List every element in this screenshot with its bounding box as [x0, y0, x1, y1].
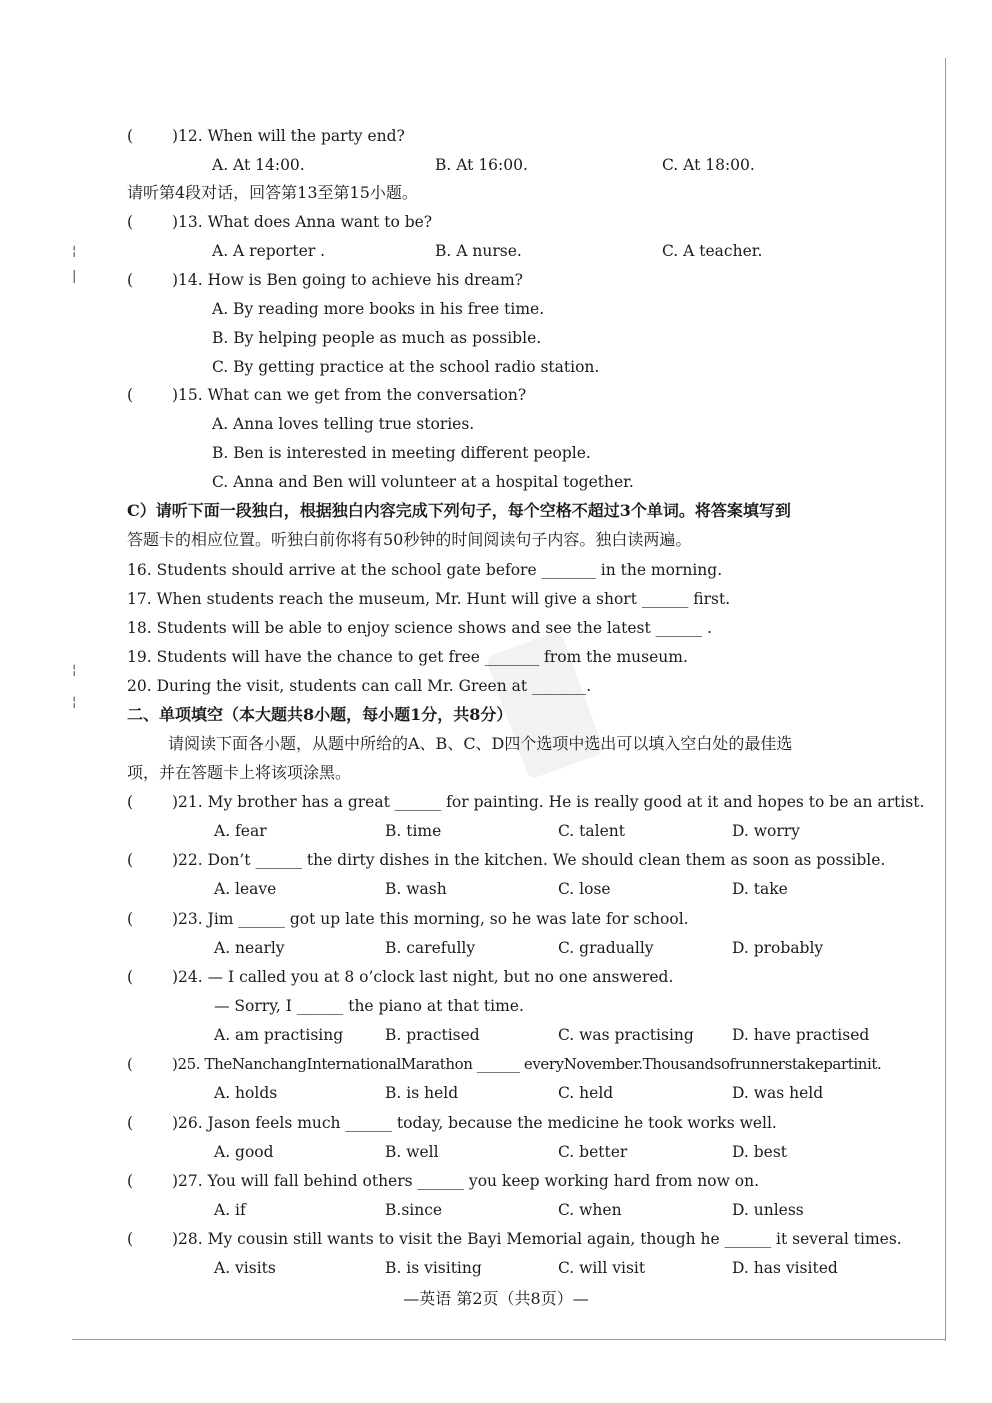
answer-bracket[interactable]: ( [127, 851, 134, 869]
option-b: B. At 16:00. [435, 156, 528, 174]
question-12-options [0, 151, 992, 179]
question-stem: )25. TheNanchangInternationalMarathon ______ everyNovember.Thousandsofrunnerstakepartinit. [172, 1055, 882, 1073]
option-a: A. am practising [214, 1026, 344, 1044]
instruction-text: 请阅读下面各小题，从题中所给的A、B、C、D四个选项中选出可以填入空白处的最佳选 [168, 734, 793, 753]
option-c: C. better [558, 1143, 628, 1161]
option-b: B. practised [385, 1026, 480, 1044]
option-d: D. has visited [732, 1259, 838, 1277]
option-c-line [0, 468, 992, 496]
option-a: A. At 14:00. [212, 156, 305, 174]
fill-sentence: 20. During the visit, students can call Mr. Green at _______. [127, 677, 592, 695]
fill-item-19 [0, 643, 992, 671]
question-27 [0, 1167, 992, 1195]
question-stem: )28. My cousin still wants to visit the Bayi Memorial again, though he ______ it several times. [172, 1230, 902, 1248]
option-d: D. unless [732, 1201, 804, 1219]
option-a: A. if [214, 1201, 246, 1219]
question-22-options [0, 875, 992, 903]
option-a: A. visits [214, 1259, 276, 1277]
option-a: A. A reporter . [212, 242, 326, 260]
fill-item-20 [0, 672, 992, 700]
question-stem: )23. Jim ______ got up late this morning, so he was late for school. [172, 910, 689, 928]
option-d: D. worry [732, 822, 800, 840]
fill-sentence: 17. When students reach the museum, Mr. Hunt will give a short ______ first. [127, 590, 731, 608]
question-15 [0, 381, 992, 409]
answer-bracket[interactable]: ( [127, 968, 134, 986]
option-c: C. held [558, 1084, 614, 1102]
section-2-instruction-1 [0, 730, 992, 758]
option-c: C. Anna and Ben will volunteer at a hospital together. [212, 473, 634, 491]
question-stem: )27. You will fall behind others ______ you keep working hard from now on. [172, 1172, 760, 1190]
section-2-heading [0, 701, 992, 729]
question-28-options [0, 1254, 992, 1282]
option-b: B. well [385, 1143, 439, 1161]
option-b: B.since [385, 1201, 443, 1219]
option-c: C. lose [558, 880, 611, 898]
option-d: D. take [732, 880, 788, 898]
section-c-instruction-1 [0, 497, 992, 525]
option-a: A. leave [214, 880, 277, 898]
section-2-instruction-2 [0, 759, 992, 787]
question-13-options [0, 237, 992, 265]
option-d: D. probably [732, 939, 824, 957]
option-b: B. By helping people as much as possible. [212, 329, 542, 347]
fill-item-16 [0, 556, 992, 584]
question-stem: )15. What can we get from the conversation? [172, 386, 527, 404]
option-b-line [0, 439, 992, 467]
answer-bracket[interactable]: ( [127, 271, 134, 289]
instruction-text: 请听第4段对话，回答第13至第15小题。 [127, 183, 418, 202]
margin-mark: ¦ [72, 695, 77, 710]
question-stem: )13. What does Anna want to be? [172, 213, 433, 231]
answer-bracket[interactable]: ( [127, 386, 134, 404]
option-c: C. gradually [558, 939, 654, 957]
margin-mark: ¦ [72, 244, 77, 259]
answer-bracket[interactable]: ( [127, 213, 134, 231]
question-stem-reply: — Sorry, I ______ the piano at that time. [214, 997, 524, 1015]
option-b: B. is held [385, 1084, 459, 1102]
option-b-line [0, 324, 992, 352]
option-a: A. good [214, 1143, 274, 1161]
option-b: B. A nurse. [435, 242, 522, 260]
fill-item-17 [0, 585, 992, 613]
answer-bracket[interactable]: ( [127, 1230, 134, 1248]
option-c: C. when [558, 1201, 622, 1219]
answer-bracket[interactable]: ( [127, 1114, 134, 1132]
option-b: B. is visiting [385, 1259, 482, 1277]
option-b: B. wash [385, 880, 447, 898]
option-a-line [0, 295, 992, 323]
question-26-options [0, 1138, 992, 1166]
question-stem: )14. How is Ben going to achieve his dream? [172, 271, 523, 289]
page-border-bottom [72, 1339, 946, 1340]
option-d: D. best [732, 1143, 788, 1161]
page-footer: —英语 第2页（共8页）— [403, 1289, 589, 1308]
option-c: C. By getting practice at the school radio station. [212, 358, 600, 376]
section-c-instruction-2 [0, 526, 992, 554]
answer-bracket[interactable]: ( [127, 910, 134, 928]
option-a: A. fear [214, 822, 267, 840]
option-c: C. talent [558, 822, 625, 840]
option-a: A. nearly [214, 939, 285, 957]
question-24-reply [0, 992, 992, 1020]
question-22 [0, 846, 992, 874]
answer-bracket[interactable]: ( [127, 793, 134, 811]
option-c: C. will visit [558, 1259, 646, 1277]
question-12 [0, 122, 992, 150]
question-28 [0, 1225, 992, 1253]
option-b: B. carefully [385, 939, 476, 957]
margin-mark: | [72, 269, 77, 284]
question-21-options [0, 817, 992, 845]
fill-sentence: 18. Students will be able to enjoy science shows and see the latest ______ . [127, 619, 712, 637]
question-stem: )21. My brother has a great ______ for painting. He is really good at it and hopes to be an artist. [172, 793, 925, 811]
margin-mark: ¦ [72, 663, 77, 678]
question-stem: )12. When will the party end? [172, 127, 405, 145]
question-21 [0, 788, 992, 816]
question-13 [0, 208, 992, 236]
question-stem: )22. Don’t ______ the dirty dishes in the kitchen. We should clean them as soon as possible. [172, 851, 886, 869]
option-c: C. At 18:00. [662, 156, 755, 174]
question-27-options [0, 1196, 992, 1224]
option-a: A. holds [214, 1084, 278, 1102]
question-26 [0, 1109, 992, 1137]
answer-bracket[interactable]: ( [127, 127, 134, 145]
question-24-options [0, 1021, 992, 1049]
instruction-text: 答题卡的相应位置。听独白前你将有50秒钟的时间阅读句子内容。独白读两遍。 [127, 530, 692, 549]
option-c: C. was practising [558, 1026, 694, 1044]
question-stem: )26. Jason feels much ______ today, because the medicine he took works well. [172, 1114, 777, 1132]
option-d: D. was held [732, 1084, 824, 1102]
section-heading: 二、单项填空（本大题共8小题，每小题1分，共8分） [127, 705, 513, 724]
fill-sentence: 19. Students will have the chance to get free _______ from the museum. [127, 648, 688, 666]
question-24 [0, 963, 992, 991]
question-23-options [0, 934, 992, 962]
instruction-text: C）请听下面一段独白，根据独白内容完成下列句子，每个空格不超过3个单词。将答案填写到 [127, 501, 791, 520]
question-stem: )24. — I called you at 8 o’clock last night, but no one answered. [172, 968, 674, 986]
instruction-text: 项，并在答题卡上将该项涂黑。 [127, 763, 352, 782]
question-23 [0, 905, 992, 933]
question-25 [0, 1050, 992, 1078]
option-a: A. By reading more books in his free time. [212, 300, 545, 318]
option-a: A. Anna loves telling true stories. [212, 415, 475, 433]
question-14 [0, 266, 992, 294]
fill-sentence: 16. Students should arrive at the school gate before _______ in the morning. [127, 561, 723, 579]
answer-bracket[interactable]: ( [127, 1172, 134, 1190]
option-c-line [0, 353, 992, 381]
instruction-dialogue-4 [0, 179, 992, 207]
option-c: C. A teacher. [662, 242, 763, 260]
option-d: D. have practised [732, 1026, 870, 1044]
option-a-line [0, 410, 992, 438]
answer-bracket[interactable]: ( [127, 1055, 133, 1073]
option-b: B. Ben is interested in meeting different people. [212, 444, 591, 462]
fill-item-18 [0, 614, 992, 642]
question-25-options [0, 1079, 992, 1107]
option-b: B. time [385, 822, 442, 840]
